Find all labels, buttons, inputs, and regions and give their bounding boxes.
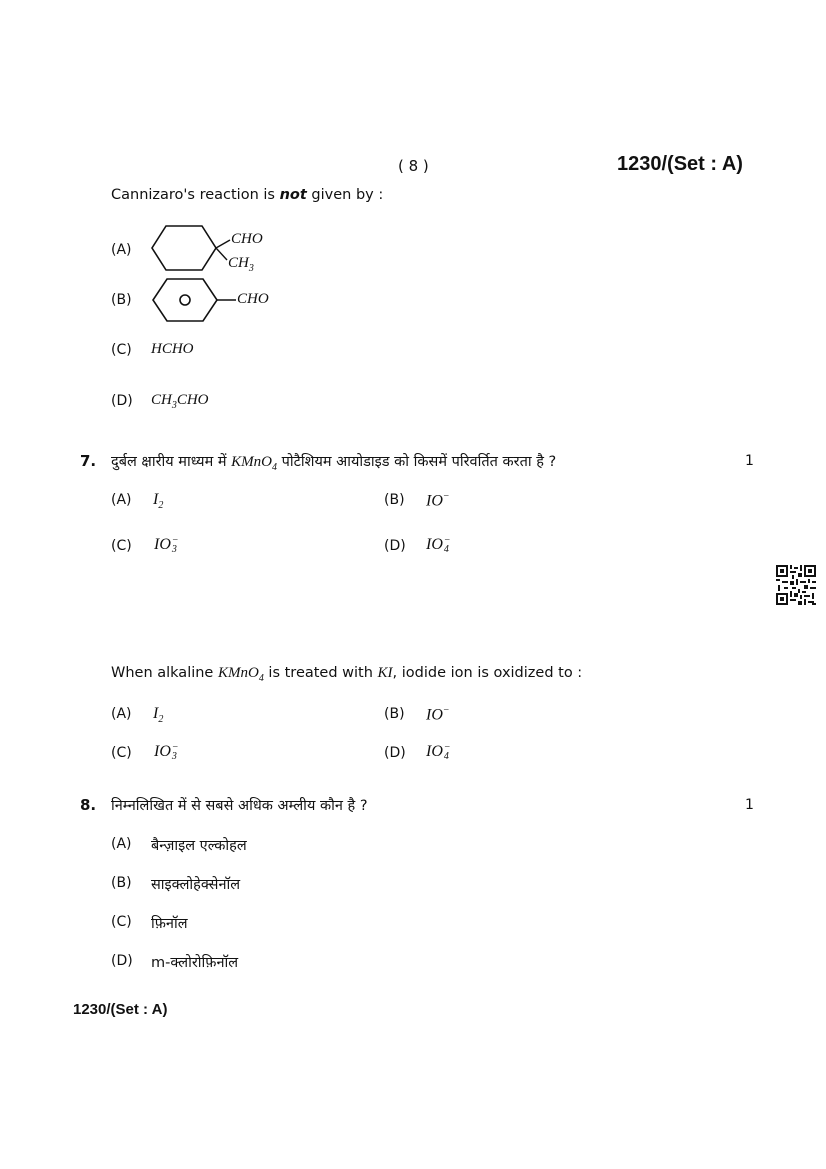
q6-stem: Cannizaro's reaction is not given by : bbox=[111, 187, 384, 203]
q7-en-option-c-label: (C) bbox=[111, 745, 132, 761]
qr-code-icon bbox=[776, 565, 816, 605]
q8-option-a-label: (A) bbox=[111, 836, 132, 852]
q7-hi-option-a: $I_2$ bbox=[153, 491, 164, 512]
q7-hi-option-a-label: (A) bbox=[111, 492, 132, 508]
q7-en-option-a-label: (A) bbox=[111, 706, 132, 722]
q7-hi-option-c-label: (C) bbox=[111, 538, 132, 554]
q7-hi-option-d-label: (D) bbox=[384, 538, 406, 554]
q7-en-option-a: $I_2$ bbox=[153, 705, 164, 726]
q6-option-d-text: $CH_3CHO$ bbox=[151, 392, 209, 411]
q6-option-d-label: (D) bbox=[111, 393, 133, 409]
q6-option-a-label: (A) bbox=[111, 242, 132, 258]
q8-option-c-label: (C) bbox=[111, 914, 132, 930]
q7-en-option-b-label: (B) bbox=[384, 706, 405, 722]
q8-option-a: बैन्ज़ाइल एल्कोहल bbox=[151, 838, 247, 854]
q7-hi-option-b-label: (B) bbox=[384, 492, 405, 508]
q7-en-option-c: IO − 3 bbox=[154, 742, 179, 763]
paper-code-header: 1230/(Set : A) bbox=[617, 153, 743, 175]
q8-option-d: m-क्लोरोफ़िनॉल bbox=[151, 955, 239, 971]
q7-hi-option-c: IO − 3 bbox=[154, 535, 179, 556]
q6-b-group-cho: CHO bbox=[237, 291, 269, 307]
q8-option-b-label: (B) bbox=[111, 875, 132, 891]
q8-option-c: फ़िनॉल bbox=[151, 916, 188, 932]
q8-option-d-label: (D) bbox=[111, 953, 133, 969]
q8-option-b: साइक्लोहेक्सेनॉल bbox=[151, 877, 241, 893]
benzene-structure-icon bbox=[150, 277, 240, 325]
q6-option-c-text: HCHO bbox=[151, 341, 194, 357]
q8-number: 8. bbox=[80, 796, 97, 814]
q6-option-c-label: (C) bbox=[111, 342, 132, 358]
q7-hi-option-d: IO − 4 bbox=[426, 535, 451, 556]
paper-code-footer: 1230/(Set : A) bbox=[73, 1001, 168, 1018]
page-number: ( 8 ) bbox=[398, 157, 429, 175]
q7-stem-hindi: दुर्बल क्षारीय माध्यम में KMnO$_4$ पोटैशियम आयोडाइड को किसमें परिवर्तित करता है ? bbox=[111, 454, 557, 473]
q7-hi-option-b: IO− bbox=[426, 491, 450, 510]
q8-stem: निम्नलिखित में से सबसे अधिक अम्लीय कौन है ? bbox=[111, 798, 368, 814]
q6-a-group-ch3: $CH_3$ bbox=[228, 255, 254, 274]
q7-en-option-b: IO− bbox=[426, 705, 450, 724]
q7-number: 7. bbox=[80, 452, 97, 470]
q7-en-option-d-label: (D) bbox=[384, 745, 406, 761]
q8-marks: 1 bbox=[745, 797, 754, 813]
q7-en-option-d: IO − 4 bbox=[426, 742, 451, 763]
q6-option-b-label: (B) bbox=[111, 292, 132, 308]
q7-stem-english: When alkaline KMnO$_4$ is treated with KI, iodide ion is oxidized to : bbox=[111, 665, 583, 684]
q7-marks: 1 bbox=[745, 453, 754, 469]
q6-a-group-cho: CHO bbox=[231, 231, 263, 247]
